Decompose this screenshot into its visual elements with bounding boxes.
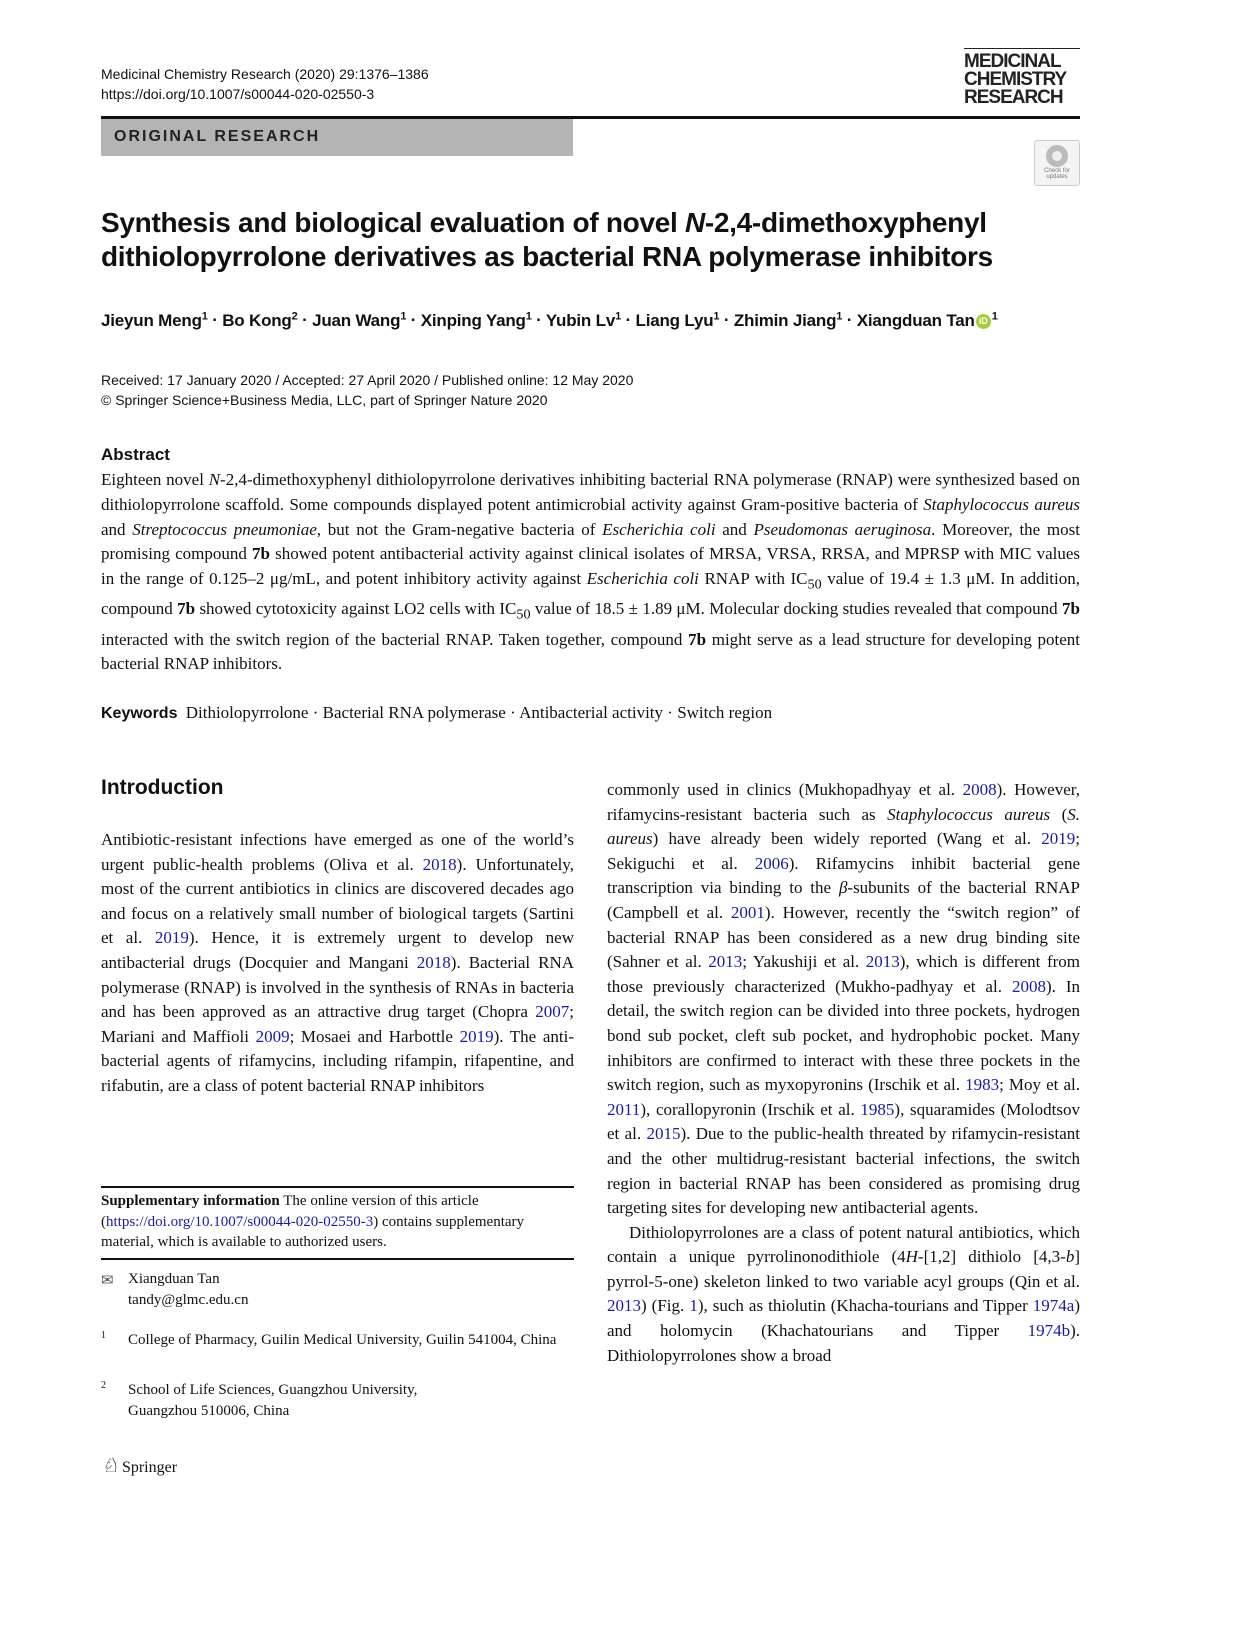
citation-link[interactable]: 1974a <box>1032 1296 1075 1316</box>
publication-dates <box>101 370 633 410</box>
footnote-rule <box>101 1186 574 1188</box>
springer-horse-icon: ♘ <box>101 1455 119 1477</box>
keyword[interactable]: Switch region <box>677 703 773 722</box>
keyword[interactable]: Bacterial RNA polymerase <box>322 703 506 722</box>
citation-link[interactable]: 2018 <box>422 854 457 874</box>
author[interactable]: Xiangduan Tan iD $^1$ <box>856 310 998 330</box>
section-banner <box>101 119 573 156</box>
page-footer <box>101 1453 177 1478</box>
author[interactable]: Xinping Yang$^1$ <box>420 310 532 330</box>
citation-link[interactable]: 2008 <box>962 780 997 799</box>
corresponding-email[interactable]: tandy@glmc.edu.cn <box>128 1291 249 1308</box>
citation-link[interactable]: 2009 <box>255 1026 290 1046</box>
citation-link[interactable]: 2013 <box>865 952 900 972</box>
envelope-icon: ✉ <box>101 1273 114 1289</box>
intro-right-column <box>607 778 1080 1368</box>
abstract-text: Eighteen novel N-2,4-dimethoxyphenyl dithiolopyrrolone derivatives inhibiting bacterial RNA polymerase (RNAP) were synthesized based on dithiolopyrrolone scaffold. Some compounds displayed potent antimicrobial activity against Gram-positive bacteria of Staphylococcus aureus and Streptococcus pneumoniae, but not the Gram-negative bacteria of Escherichia coli and Pseudomonas aeruginosa. Moreover, the most promising compound 7b showed potent antibacterial activity against clinical isolates of MRSA, VRSA, RRSA, and MPRSP with MIC values in the range of 0.125–2 μg/mL, and potent inhibitory activity against Escherichia coli RNAP with $IC_{50}$ value of 19.4 ± 1.3 μM. In addition, compound 7b showed cytotoxicity against LO2 cells with $IC_{50}$ value of 18.5 ± 1.89 μM. Molecular docking studies revealed that compound 7b interacted with the switch region of the bacterial RNAP. Taken together, compound 7b might serve as a lead structure for developing potent bacterial RNAP inhibitors. <box>101 470 1080 674</box>
abstract-heading: Abstract <box>101 445 170 464</box>
citation-link[interactable]: 1983 <box>965 1075 1000 1095</box>
copyright-line: © Springer Science+Business Media, LLC, part of Springer Nature 2020 <box>101 392 548 408</box>
corresponding-author <box>101 1269 248 1310</box>
citation-link[interactable]: 2006 <box>754 853 789 873</box>
citation-link[interactable]: 2019 <box>1041 829 1076 849</box>
corresponding-name: Xiangduan Tan <box>128 1271 220 1287</box>
author[interactable]: Liang Lyu$^1$ <box>635 310 720 330</box>
paragraph: Dithiolopyrrolones are a class of potent natural antibiotics, which contain a unique pyrrolinonodithiole (4H-[1,2] dithiolo [4,3-b] pyrrol-5-one) skeleton linked to two variable acyl groups (Qin et al. 2013) (Fig. 1), such as thiolutin (Khacha-tourians and Tipper 1974a) and holomycin (Khachatourians and Tipper 1974b). Dithiolopyrrolones show a broad <box>607 1222 1081 1365</box>
check-updates-icon <box>1046 145 1068 167</box>
doi-link[interactable]: https://doi.org/10.1007/s00044-020-02550-3 <box>101 86 375 102</box>
figure-link[interactable]: 1 <box>689 1296 698 1316</box>
journal-citation: Medicinal Chemistry Research (2020) 29:1376–1386 <box>101 66 429 82</box>
logo-line: MEDICINAL <box>964 51 1061 72</box>
journal-logo <box>964 48 1080 107</box>
citation-link[interactable]: 2008 <box>1011 976 1046 996</box>
author-list: Jieyun Meng$^1$ · Bo Kong$^2$ · Juan Wang$^1$ · Xinping Yang$^1$ · Yubin $Lv^1$ · Liang Lyu$^1$ · Zhimin Jiang$^1$ · Xiangduan Tan iD $^1$ <box>101 310 998 330</box>
supplementary-info: Supplementary information The online version of this article (https://doi.org/10.1007/s00044-020-02550-3) contains supplementary material, which is available to authorized users. <box>101 1193 525 1250</box>
author[interactable]: Juan Wang$^1$ <box>312 310 407 330</box>
article-title: Synthesis and biological evaluation of novel N-2,4-dimethoxyphenyl dithiolopyrrolone derivatives as bacterial RNA polymerase inhibitors <box>101 207 993 272</box>
check-updates-button[interactable] <box>1034 140 1080 186</box>
affiliation: 2 School of Life Sciences, Guangzhou University, Guangzhou 510006, China <box>101 1380 418 1419</box>
keyword[interactable]: Dithiolopyrrolone <box>185 703 309 722</box>
logo-line: CHEMISTRY <box>964 69 1067 90</box>
paragraph: commonly used in clinics (Mukhopadhyay et al. 2008). However, rifamycins-resistant bacteria such as Staphylococcus aureus (S. aureus) have already been widely reported (Wang et al. 2019; Sekiguchi et al. 2006). Rifamycins inhibit bacterial gene transcription via binding to the β-subunits of the bacterial RNAP (Campbell et al. 2001). However, recently the “switch region” of bacterial RNAP has been considered as a new drug binding site (Sahner et al. 2013; Yakushiji et al. 2013), which is different from those previously characterized (Mukho-padhyay et al. 2008). In detail, the switch region can be divided into three pockets, hydrogen bond sub pocket, cleft sub pocket, and hydrophobic pocket. Many inhibitors are confirmed to interact with these three pockets in the switch region, such as myxopyronins (Irschik et al. 1983; Moy et al. 2011), corallopyronin (Irschik et al. 1985), squaramides (Molodtsov et al. 2015). Due to the public-health threated by rifamycin-resistant and the other multidrug-resistant bacterial infections, the switch region in bacterial RNAP has been considered as promising drug targeting sites for developing new antibacterial agents. <box>607 780 1080 1218</box>
journal-header <box>101 64 429 104</box>
citation-link[interactable]: 2011 <box>607 1099 641 1119</box>
affiliation: 1 College of Pharmacy, Guilin Medical University, Guilin 541004, China <box>101 1330 557 1348</box>
citation-link[interactable]: 2001 <box>730 902 765 922</box>
author[interactable]: Zhimin Jiang$^1$ <box>733 310 843 330</box>
keywords: Keywords Dithiolopyrrolone · Bacterial RNA polymerase · Antibacterial activity · Switch region <box>101 703 773 722</box>
keywords-label: Keywords <box>101 705 178 722</box>
supplementary-link[interactable]: https://doi.org/10.1007/s00044-020-02550-3 <box>106 1213 374 1230</box>
check-updates-label: Check for updates <box>1044 168 1070 180</box>
author[interactable]: Bo Kong$^2$ <box>222 310 298 330</box>
citation-link[interactable]: 2018 <box>416 952 451 972</box>
author[interactable]: Yubin Lv$^1$ <box>545 310 622 330</box>
citation-link[interactable]: 1985 <box>860 1099 895 1119</box>
introduction-heading: Introduction <box>101 776 224 799</box>
footnote-rule <box>101 1258 574 1260</box>
orcid-icon[interactable]: iD <box>976 314 991 329</box>
intro-left-column: Antibiotic-resistant infections have emerged as one of the world’s urgent public-health problems (Oliva et al. 2018). Unfortunately, most of the current antibiotics in clinics are discovered decades ago and focus on a relatively small number of biological targets (Sartini et al. 2019). Hence, it is extremely urgent to develop new antibacterial drugs (Docquier and Mangani 2018). Bacterial RNA polymerase (RNAP) is involved in the synthesis of RNAs in bacteria and has been approved as an attractive drug target (Chopra 2007; Mariani and Maffioli 2009; Mosaei and Harbottle 2019). The anti-bacterial agents of rifamycins, including rifampin, rifapentine, and rifabutin, are a class of potent bacterial RNAP inhibitors <box>101 830 575 1095</box>
citation-link[interactable]: 2015 <box>646 1124 681 1144</box>
keyword[interactable]: Antibacterial activity <box>519 703 664 722</box>
logo-line: RESEARCH <box>964 87 1063 108</box>
dates-line: Received: 17 January 2020 / Accepted: 27 April 2020 / Published online: 12 May 2020 <box>101 372 634 388</box>
citation-link[interactable]: 2007 <box>535 1002 570 1022</box>
citation-link[interactable]: 2013 <box>607 1296 641 1316</box>
author[interactable]: Jieyun Meng$^1$ <box>101 310 208 330</box>
publisher-name: Springer <box>121 1459 178 1476</box>
section-banner-label: ORIGINAL RESEARCH <box>114 128 321 145</box>
citation-link[interactable]: 1974b <box>1027 1321 1071 1341</box>
citation-link[interactable]: 2019 <box>154 928 189 948</box>
citation-link[interactable]: 2013 <box>708 952 743 972</box>
citation-link[interactable]: 2019 <box>459 1026 494 1046</box>
